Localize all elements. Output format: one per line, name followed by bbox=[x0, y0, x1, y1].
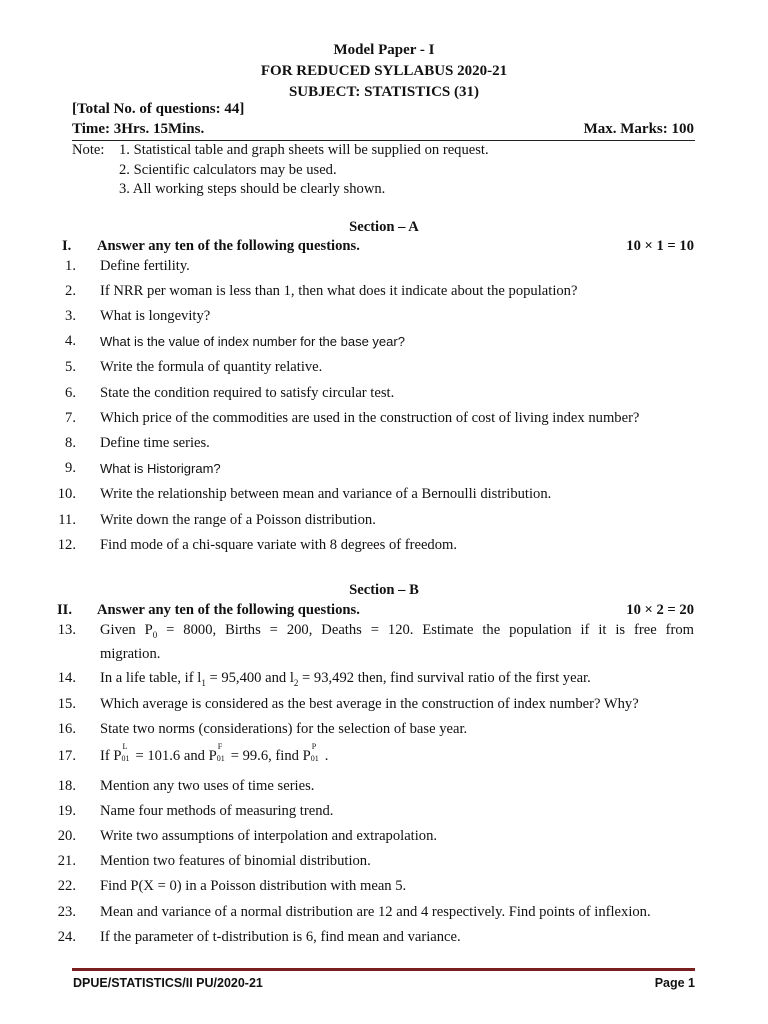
question-number: 3. bbox=[65, 308, 76, 324]
question-text: If P L 01 = 101.6 and P F 01 = 99.6, find P P 01 . bbox=[100, 742, 329, 764]
question-number: 13. bbox=[57, 622, 76, 638]
note-item: 1. Statistical table and graph sheets will be supplied on request. bbox=[119, 142, 489, 158]
question-number: 4. bbox=[65, 333, 76, 349]
question-number: 1. bbox=[65, 258, 76, 274]
question-text: In a life table, if $l_1 = 95,400$ and $l_2 = 93,492$ then, find survival ratio of the first year. bbox=[100, 670, 591, 688]
section-a-marks: 10 × 1 = 10 bbox=[626, 238, 694, 254]
question-number: 15. bbox=[57, 696, 76, 712]
question-text: Define time series. bbox=[100, 435, 210, 451]
question-text: Which price of the commodities are used in the construction of cost of living index number? bbox=[100, 410, 640, 426]
question-text: If the parameter of t-distribution is 6, find mean and variance. bbox=[100, 929, 461, 945]
note-item: 3. All working steps should be clearly shown. bbox=[119, 181, 386, 197]
question-number: 8. bbox=[65, 435, 76, 451]
question-number: 14. bbox=[57, 670, 76, 686]
question-number: 23. bbox=[57, 904, 76, 920]
question-text: Name four methods of measuring trend. bbox=[100, 803, 334, 819]
question-text: Given $P_0 = 8000$, Births = 200, Deaths = 120. Estimate the population if it is free from bbox=[100, 622, 694, 640]
question-text: Mean and variance of a normal distribution are 12 and 4 respectively. Find points of inflexion. bbox=[100, 904, 651, 920]
section-a-roman: I. bbox=[62, 238, 72, 254]
question-text: Mention any two uses of time series. bbox=[100, 778, 315, 794]
question-text: Find mode of a chi-square variate with 8 degrees of freedom. bbox=[100, 537, 458, 553]
question-number: 10. bbox=[57, 486, 76, 502]
question-text: Find P(X = 0) in a Poisson distribution with mean 5. bbox=[100, 878, 407, 894]
section-a-instruction: Answer any ten of the following questions. bbox=[97, 238, 360, 254]
note-label: Note: bbox=[72, 142, 105, 158]
section-a-title: Section – A bbox=[349, 219, 419, 235]
question-number: 16. bbox=[57, 721, 76, 737]
question-number: 24. bbox=[57, 929, 76, 945]
note-item: 2. Scientific calculators may be used. bbox=[119, 162, 337, 178]
question-number: 17. bbox=[57, 748, 76, 764]
question-number: 9. bbox=[65, 460, 76, 476]
question-number: 2. bbox=[65, 283, 76, 299]
time-allowed: Time: 3Hrs. 15Mins. bbox=[72, 121, 205, 137]
question-text: If NRR per woman is less than 1, then what does it indicate about the population? bbox=[100, 283, 578, 299]
question-text: Define fertility. bbox=[100, 258, 190, 274]
section-b-instruction: Answer any ten of the following questions. bbox=[97, 602, 360, 618]
question-number: 18. bbox=[57, 778, 76, 794]
question-text: What is longevity? bbox=[100, 308, 211, 324]
header-divider bbox=[72, 140, 695, 141]
section-b-title: Section – B bbox=[349, 582, 419, 598]
question-number: 22. bbox=[57, 878, 76, 894]
max-marks: Max. Marks: 100 bbox=[583, 121, 694, 137]
syllabus-line: FOR REDUCED SYLLABUS 2020-21 bbox=[260, 63, 508, 79]
question-number: 20. bbox=[57, 828, 76, 844]
question-text: Which average is considered as the best average in the construction of index number? Why? bbox=[100, 696, 639, 712]
page-number: Page 1 bbox=[654, 976, 695, 990]
total-questions: [Total No. of questions: 44] bbox=[72, 101, 245, 117]
question-text: Write the formula of quantity relative. bbox=[100, 359, 323, 375]
section-b-roman: II. bbox=[57, 602, 73, 618]
question-text: What is Historigram? bbox=[100, 461, 221, 476]
question-number: 12. bbox=[57, 537, 76, 553]
section-b-marks: 10 × 2 = 20 bbox=[626, 602, 694, 618]
footer-code: DPUE/STATISTICS/II PU/2020-21 bbox=[73, 976, 263, 990]
footer-divider bbox=[72, 968, 695, 971]
question-text: Write down the range of a Poisson distribution. bbox=[100, 512, 376, 528]
question-text: Write the relationship between mean and variance of a Bernoulli distribution. bbox=[100, 486, 552, 502]
question-number: 5. bbox=[65, 359, 76, 375]
question-text: State the condition required to satisfy circular test. bbox=[100, 385, 395, 401]
question-text: What is the value of index number for the base year? bbox=[100, 334, 405, 349]
question-number: 7. bbox=[65, 410, 76, 426]
question-number: 6. bbox=[65, 385, 76, 401]
question-number: 21. bbox=[57, 853, 76, 869]
subject-line: SUBJECT: STATISTICS (31) bbox=[288, 84, 480, 100]
question-number: 11. bbox=[58, 512, 76, 528]
question-text-continued: migration. bbox=[100, 646, 161, 662]
question-number: 19. bbox=[57, 803, 76, 819]
paper-title: Model Paper - I bbox=[333, 42, 435, 58]
question-text: Mention two features of binomial distribution. bbox=[100, 853, 371, 869]
question-text: Write two assumptions of interpolation and extrapolation. bbox=[100, 828, 438, 844]
question-text: State two norms (considerations) for the selection of base year. bbox=[100, 721, 468, 737]
